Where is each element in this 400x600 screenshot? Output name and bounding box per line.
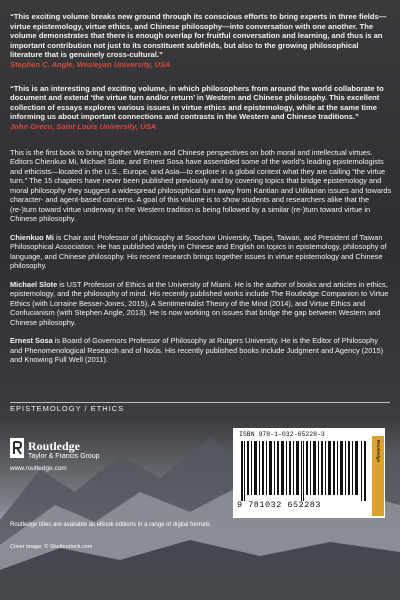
publisher-name: Routledge	[28, 439, 80, 453]
barcode-icon	[241, 441, 367, 501]
endorsement-quote-1: “This exciting volume breaks new ground through its conscious efforts to bring experts in three fields—virtue epistemology, virtue ethics, and Chinese philosophy—into conversation with one another. The volume demonstrates that there is enough overlap for fruitful conversation and learning, and thus is an important contribution not just to its constituent subfields, but also to the growing philosophical literature that is genuinely cross-cultural.”	[10, 12, 387, 60]
editor-name: Michael Slote	[10, 279, 58, 289]
endorsement-quote-2: “This is an interesting and exciting volume, in which philosophers from around the world collaborate to document and extend ‘the virtue turn and/or return’ in Western and Chinese philosophy. This excellent collection of essays explores various issues in virtue ethics and epistemology, while at the same time informing us about important connections and contrasts in the Western and Chinese traditions.”	[10, 83, 384, 122]
publisher-url[interactable]: www.routledge.com	[10, 465, 67, 472]
subject-category: EPISTEMOLOGY / ETHICS	[10, 404, 125, 413]
book-description: This is the first book to bring together Western and Chinese perspectives on both moral and intellectual virtues. Editors Chienkuo Mi, Michael Slote, and Ernest Sosa have assembled some of the world’s leading epistemologists and ethicists—located in the U.S., Europe, and Asia—to explore in a global context what they are calling “the virtue turn.” The 15 chapters have never been published previously and by covering topics that bridge epistemology and moral philosophy they suggest a widespread philosophical turn away from Kantian and Utilitarian issues and towards character- and agent-based concerns. A goal of this volume is to show students and researchers alike that the (re-)turn toward virtue underway in the Western tradition is being followed by a similar (re-)turn toward virtue in Chinese philosophy.	[10, 147, 392, 224]
back-cover-text	[10, 12, 392, 365]
barcode-panel	[233, 428, 385, 518]
editor-name: Chienkuo Mi	[10, 232, 54, 242]
editor-bio-text: is UST Professor of Ethics at the University of Miami. He is the author of books and articles in ethics, epistemology, and the philosophy of mind. His recently published works include The Routledge Companion to Virtue Ethics (with Lorraine Besser-Jones, 2015), A Sentimentalist Theory of the Mind (2014), and Virtue Ethics and Confucianism (with Stephen Angle, 2013). He is now working on issues that bridge the gap between Western and Chinese philosophy.	[10, 279, 389, 327]
isbn-label: ISBN 978-1-032-65228-3	[239, 431, 325, 438]
category-divider	[10, 402, 390, 403]
editor-bio-2	[10, 280, 392, 328]
publisher-strip-text: Routledge	[376, 440, 381, 462]
barcode-number: 9 781032 652283	[237, 500, 322, 510]
cover-image-credit: Cover image: © Shutterstock.com	[10, 544, 93, 550]
editor-bio-1	[10, 233, 392, 271]
routledge-logo-icon	[10, 438, 24, 458]
publisher-group: Taylor & Francis Group	[28, 453, 100, 460]
editor-bio-text: is Board of Governors Professor of Philosophy at Rutgers University. He is the Editor of Philosophy and Phenomenological Research and of Noûs. His recently published books include Judgment and Agency (2015) and Knowing Full Well (2011).	[10, 336, 384, 365]
editor-bio-text: is Chair and Professor of philosophy at Soochow University, Taipei, Taiwan, and President of Taiwan Philosophical Association. He has published widely in Chinese and English on topics in epistemology, philosophy of language, and Chinese philosophy. His recent research brings together issues in virtue epistemology and Chinese philosophy.	[10, 232, 387, 271]
ebook-note: Routledge titles are available as eBook editions in a range of digital formats	[10, 522, 211, 528]
endorsement-author-2: John Greco, Saint Louis University, USA	[10, 121, 157, 131]
editor-bio-3	[10, 336, 392, 365]
endorsement-author-1: Stephen C. Angle, Wesleyan University, USA	[10, 59, 171, 69]
editor-name: Ernest Sosa	[10, 336, 53, 346]
